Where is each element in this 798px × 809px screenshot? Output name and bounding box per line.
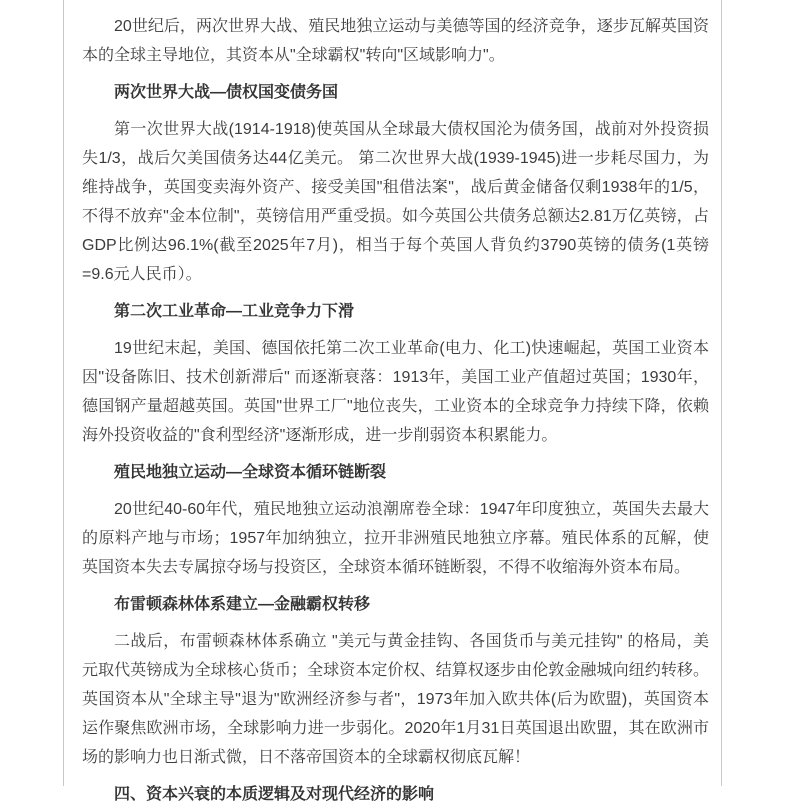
paragraph-colonial-independence: 20世纪40-60年代，殖民地独立运动浪潮席卷全球：1947年印度独立，英国失去最大的原料产地与市场；1957年加纳独立，拉开非洲殖民地独立序幕。殖民体系的瓦解，使英国资本失去专属掠夺场与投资区，全球资本循环链断裂，不得不收缩海外资本布局。 — [82, 501, 709, 576]
paragraph-bretton-woods: 二战后，布雷顿森林体系确立 "美元与黄金挂钩、各国货币与美元挂钩" 的格局，美元取代英镑成为全球核心货币；全球资本定价权、结算权逐步由伦敦金融城向纽约转移。英国资本从"全球主导"退为"欧洲经济参与者"，1973年加入欧共体(后为欧盟)，英国资本运作聚焦欧洲市场，全球影响力进一步弱化。2020年1月31日英国退出欧盟，其在欧洲市场的影响力也日渐式微，日不落帝国资本的全球霸权彻底瓦解！ — [82, 633, 709, 766]
section-heading-colonial-independence: 殖民地独立运动—全球资本循环链断裂 — [114, 464, 387, 481]
section-heading-part-four: 四、资本兴衰的本质逻辑及对现代经济的影响 — [114, 786, 435, 803]
intro-paragraph: 20世纪后，两次世界大战、殖民地独立运动与美德等国的经济竞争，逐步瓦解英国资本的全球主导地位，其资本从"全球霸权"转向"区域影响力"。 — [82, 18, 709, 64]
paragraph-world-wars: 第一次世界大战(1914-1918)使英国从全球最大债权国沦为债务国，战前对外投资损失1/3，战后欠美国债务达44亿美元。 第二次世界大战(1939-1945)进一步耗尽国力，为维持战争，英国变卖海外资产、接受美国"租借法案"，战后黄金储备仅剩1938年的1/5，不得不放弃"金本位制"，英镑信用严重受损。如今英国公共债务总额达2.81万亿英镑，占GDP比例达96.1%(截至2025年7月)，相当于每个英国人背负约3790英镑的债务(1英镑=9.6元人民币）。 — [82, 121, 709, 283]
section-heading-world-wars: 两次世界大战—债权国变债务国 — [114, 84, 339, 101]
section-heading-bretton-woods: 布雷顿森林体系建立—金融霸权转移 — [114, 596, 371, 613]
article-body — [63, 0, 722, 803]
paragraph-industrial-revolution: 19世纪末起，美国、德国依托第二次工业革命(电力、化工)快速崛起，英国工业资本因"设备陈旧、技术创新滞后" 而逐渐衰落：1913年，美国工业产值超过英国；1930年，德国钢产量超越英国。英国"世界工厂"地位丧失，工业资本的全球竞争力持续下降，依赖海外投资收益的"食利型经济"逐渐形成，进一步削弱资本积累能力。 — [82, 340, 709, 444]
section-heading-industrial-revolution: 第二次工业革命—工业竞争力下滑 — [114, 303, 355, 320]
